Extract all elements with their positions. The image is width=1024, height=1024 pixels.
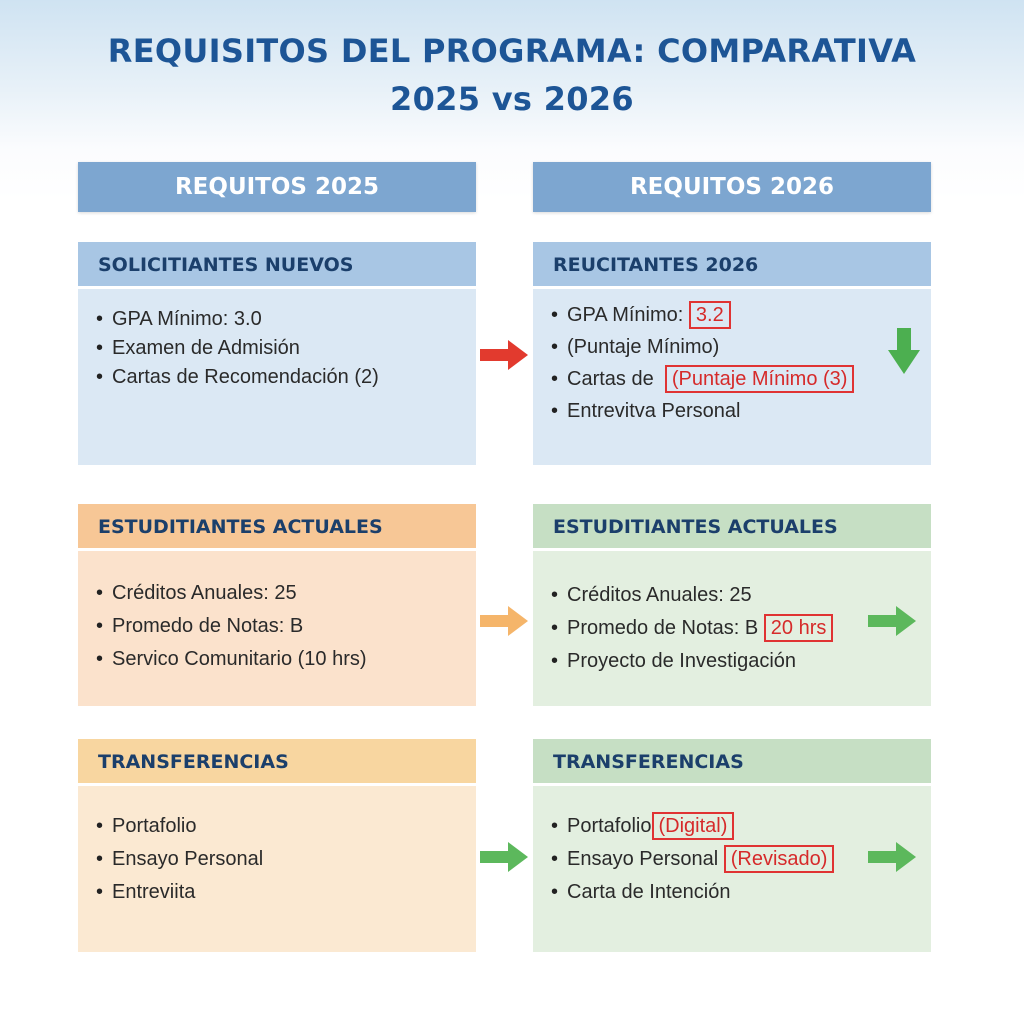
panel-body	[78, 289, 476, 465]
list-item: • Entreviita	[96, 876, 476, 909]
panel-heading: REUCITANTES 2026	[533, 242, 931, 286]
list-item: • Portafolio	[96, 810, 476, 843]
panel-new-2025	[78, 242, 476, 465]
list-item: • Servico Comunitario (10 hrs)	[96, 643, 476, 676]
changed-value-highlight: 20 hrs	[764, 614, 834, 642]
panel-current-2025	[78, 504, 476, 706]
panel-heading: TRANSFERENCIAS	[533, 739, 931, 783]
arrow-right-icon	[478, 604, 530, 638]
list-item: • Cartas de Recomendación (2)	[96, 363, 476, 392]
list-item-text: Ensayo Personal	[567, 848, 719, 870]
changed-value-highlight: 3.2	[689, 301, 731, 329]
list-item: • Créditos Anuales: 25	[551, 579, 931, 612]
column-header-2026: REQUITOS 2026	[533, 162, 931, 212]
list-item-text: Portafolio	[567, 815, 652, 837]
arrow-right-icon	[866, 840, 918, 874]
list-item	[551, 810, 931, 843]
list-item: • Examen de Admisión	[96, 334, 476, 363]
arrow-down-icon	[886, 326, 922, 376]
changed-value-highlight: (Revisado)	[724, 845, 835, 873]
list-item: • (Puntaje Mínimo)	[551, 331, 931, 363]
panel-new-2026	[533, 242, 931, 465]
panel-transfer-2025	[78, 739, 476, 952]
list-item: • Carta de Intención	[551, 876, 931, 909]
list-item: • Proyecto de Investigación	[551, 645, 931, 678]
list-item: • GPA Mínimo: 3.0	[96, 305, 476, 334]
arrow-right-icon	[866, 604, 918, 638]
column-header-2025: REQUITOS 2025	[78, 162, 476, 212]
panel-heading: ESTUDITIANTES ACTUALES	[533, 504, 931, 548]
list-item-text: GPA Mínimo:	[567, 304, 684, 326]
list-item: • Ensayo Personal	[96, 843, 476, 876]
panel-body	[533, 289, 931, 465]
panel-body	[78, 551, 476, 706]
list-item: • Promedo de Notas: B	[96, 610, 476, 643]
list-item-text: Cartas de	[567, 368, 654, 390]
list-item	[551, 363, 931, 395]
panel-body	[78, 786, 476, 952]
list-item-text: Promedo de Notas: B	[567, 617, 759, 639]
arrow-right-icon	[478, 840, 530, 874]
page-title-line1: REQUISITOS DEL PROGRAMA: COMPARATIVA	[107, 32, 917, 70]
page-title-line2: 2025 vs 2026	[390, 80, 634, 118]
list-item: • Créditos Anuales: 25	[96, 577, 476, 610]
list-item: • Entrevitva Personal	[551, 395, 931, 427]
panel-heading: ESTUDITIANTES ACTUALES	[78, 504, 476, 548]
list-item	[551, 299, 931, 331]
changed-value-highlight: (Puntaje Mínimo (3)	[665, 365, 855, 393]
panel-heading: TRANSFERENCIAS	[78, 739, 476, 783]
arrow-right-icon	[478, 338, 530, 372]
panel-heading: SOLICITIANTES NUEVOS	[78, 242, 476, 286]
changed-value-highlight: (Digital)	[652, 812, 735, 840]
